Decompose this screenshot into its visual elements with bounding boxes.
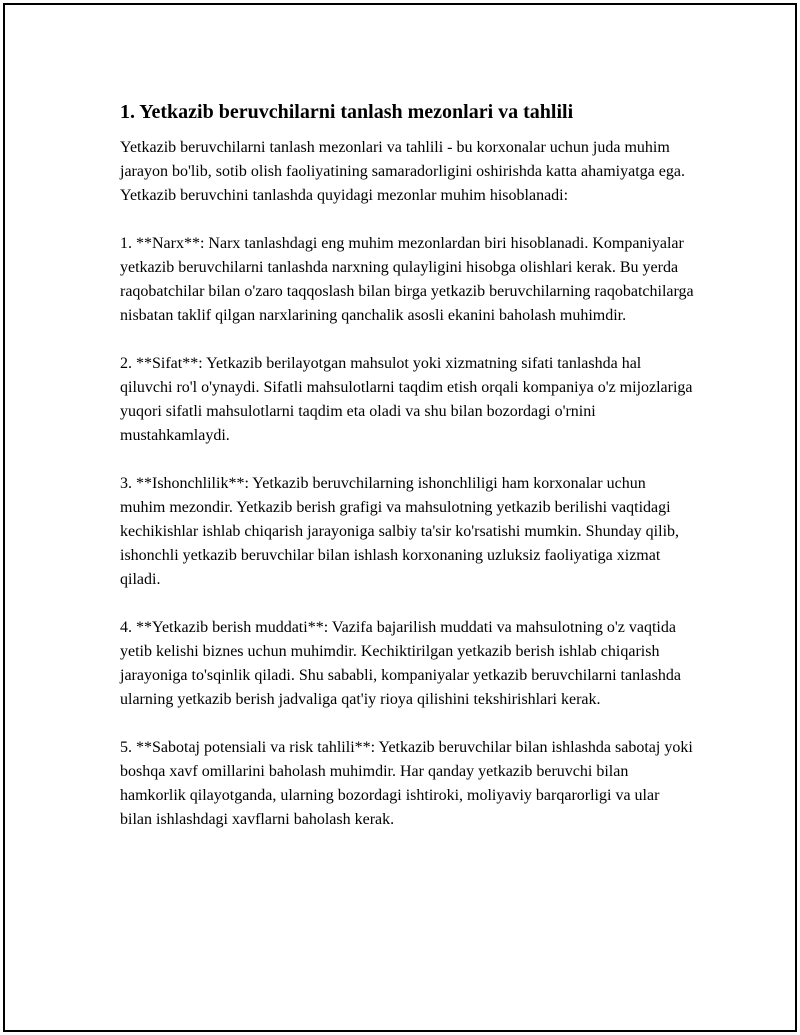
- criterion-risk-paragraph: 5. **Sabotaj potensiali va risk tahlili**: Yetkazib beruvchilar bilan ishlashda sabotaj yoki boshqa xavf omillarini baholash muhimdir. Har qanday yetkazib beruvchi bilan hamkorlik qilayotganda, ularning bozordagi ishtiroki, moliyaviy barqarorligi va ular bilan ishlashdagi xavflarni baholash kerak.: [120, 739, 693, 828]
- intro-paragraph: Yetkazib beruvchilarni tanlash mezonlari va tahlili - bu korxonalar uchun juda muhim jarayon bo'lib, sotib olish faoliyatining samaradorligini oshirishda katta ahamiyatga ega. Yetkazib beruvchini tanlashda quyidagi mezonlar muhim hisoblanadi:: [120, 139, 685, 204]
- document-title: 1. Yetkazib beruvchilarni tanlash mezonlari va tahlili: [120, 101, 574, 123]
- page-frame: [3, 3, 797, 1032]
- criterion-price-paragraph: 1. **Narx**: Narx tanlashdagi eng muhim mezonlardan biri hisoblanadi. Kompaniyalar yetkazib beruvchilarni tanlashda narxning qulayligini hisobga olishlari kerak. Bu yerda raqobatchilar bilan o'zaro taqqoslash bilan birga yetkazib beruvchilarning raqobatchilarga nisbatan taklif qilgan narxlarining qanchalik asosli ekanini baholash muhimdir.: [120, 235, 694, 324]
- criterion-delivery-time-paragraph: 4. **Yetkazib berish muddati**: Vazifa bajarilish muddati va mahsulotning o'z vaqtida yetib kelishi biznes uchun muhimdir. Kechiktirilgan yetkazib berish ishlab chiqarish jarayoniga to'sqinlik qiladi. Shu sababli, kompaniyalar yetkazib beruvchilarni tanlashda ularning yetkazib berish jadvaliga qat'iy rioya qilishini tekshirishlari kerak.: [120, 619, 681, 708]
- criterion-reliability-paragraph: 3. **Ishonchlilik**: Yetkazib beruvchilarning ishonchliligi ham korxonalar uchun muhim mezondir. Yetkazib berish grafigi va mahsulotning yetkazib berilishi vaqtidagi kechikishlar ishlab chiqarish jarayoniga salbiy ta'sir ko'rsatishi mumkin. Shunday qilib, ishonchli yetkazib beruvchilar bilan ishlash korxonaning uzluksiz faoliyatiga xizmat qiladi.: [120, 475, 680, 588]
- criterion-quality-paragraph: 2. **Sifat**: Yetkazib berilayotgan mahsulot yoki xizmatning sifati tanlashda hal qiluvchi ro'l o'ynaydi. Sifatli mahsulotlarni taqdim etish orqali kompaniya o'z mijozlariga yuqori sifatli mahsulotlarni taqdim eta oladi va shu bilan bozordagi o'rnini mustahkamlaydi.: [120, 355, 693, 444]
- document-body: [120, 99, 695, 832]
